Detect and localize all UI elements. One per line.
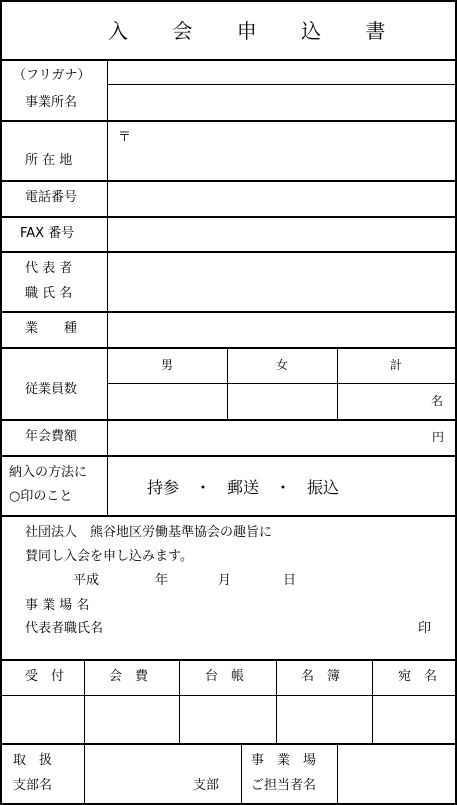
- date-month: 月: [218, 573, 232, 588]
- reception-label: 受 付: [25, 669, 65, 684]
- divider-industry: [0, 347, 457, 349]
- divider-declaration: [0, 659, 457, 661]
- border-left: [0, 0, 2, 805]
- divider-payment: [0, 515, 457, 517]
- divider-fax: [0, 251, 457, 253]
- branch-suffix: 支部: [193, 778, 220, 793]
- divider-office-use-4: [372, 659, 373, 743]
- handling-label: 取 扱: [13, 753, 53, 768]
- divider-phone: [0, 216, 457, 218]
- divider-employees-header: [108, 383, 457, 384]
- address-label: 所 在 地: [25, 153, 73, 168]
- fax-label: FAX 番号: [20, 226, 75, 241]
- divider-male-female: [227, 347, 228, 419]
- divider-label-column: [107, 59, 108, 456]
- declaration-rep-label: 代表者職氏名: [25, 621, 104, 636]
- branch-name-label: 支部名: [13, 778, 53, 793]
- form-title: 入 会 申 込 書: [108, 19, 405, 43]
- divider-office-use-2: [179, 659, 180, 743]
- male-header: 男: [161, 358, 174, 372]
- postal-mark: 〒: [118, 130, 132, 145]
- payment-label-line1: 納入の方法に: [9, 465, 88, 480]
- divider-office-use: [0, 743, 457, 745]
- payment-label-line2: ○印のこと: [9, 489, 73, 504]
- declaration-office-label: 事 業 場 名: [25, 598, 90, 613]
- furigana-label: （フリガナ）: [13, 68, 91, 83]
- person-in-charge-label: ご担当者名: [251, 778, 317, 793]
- office-name-label: 事業所名: [25, 95, 78, 110]
- workplace-label: 事 業 場: [251, 753, 317, 768]
- seal-mark: 印: [418, 621, 432, 636]
- divider-office-use-3: [276, 659, 277, 743]
- date-era: 平成: [73, 573, 100, 588]
- declaration-line1: 社団法人 熊谷地区労働基準協会の趣旨に: [25, 525, 273, 540]
- register-label: 名 簿: [301, 669, 341, 684]
- female-header: 女: [276, 358, 289, 372]
- divider-rep: [0, 311, 457, 313]
- divider-footer-2: [241, 743, 242, 804]
- divider-payment-label: [107, 455, 108, 515]
- divider-employees: [0, 419, 457, 421]
- date-year: 年: [155, 573, 169, 588]
- annual-fee-label: 年会費額: [25, 429, 78, 444]
- phone-label: 電話番号: [25, 190, 78, 205]
- border-top: [0, 0, 457, 2]
- divider-office-name: [0, 120, 457, 122]
- rep-label-line2: 職 氏 名: [25, 286, 73, 301]
- divider-title: [0, 59, 457, 61]
- yen-unit: 円: [432, 430, 445, 444]
- fee-label: 会 費: [109, 669, 149, 684]
- employees-label: 従業員数: [25, 382, 78, 397]
- divider-annual-fee: [0, 455, 457, 457]
- ledger-label: 台 帳: [205, 669, 245, 684]
- person-unit: 名: [431, 394, 444, 408]
- rep-label-line1: 代 表 者: [25, 261, 73, 276]
- divider-footer-1: [84, 743, 85, 804]
- payment-options: 持参 ・ 郵送 ・ 振込: [147, 478, 340, 497]
- address-label-office: 宛 名: [398, 669, 438, 684]
- divider-office-use-1: [84, 659, 85, 743]
- declaration-line2: 賛同し入会を申し込みます。: [25, 549, 193, 564]
- date-day: 日: [283, 573, 297, 588]
- total-header: 計: [390, 358, 403, 372]
- divider-female-total: [337, 347, 338, 419]
- divider-address: [0, 180, 457, 182]
- divider-office-use-header: [0, 695, 457, 696]
- divider-footer-3: [337, 743, 338, 804]
- divider-furigana: [108, 84, 457, 85]
- industry-label: 業 種: [25, 321, 78, 336]
